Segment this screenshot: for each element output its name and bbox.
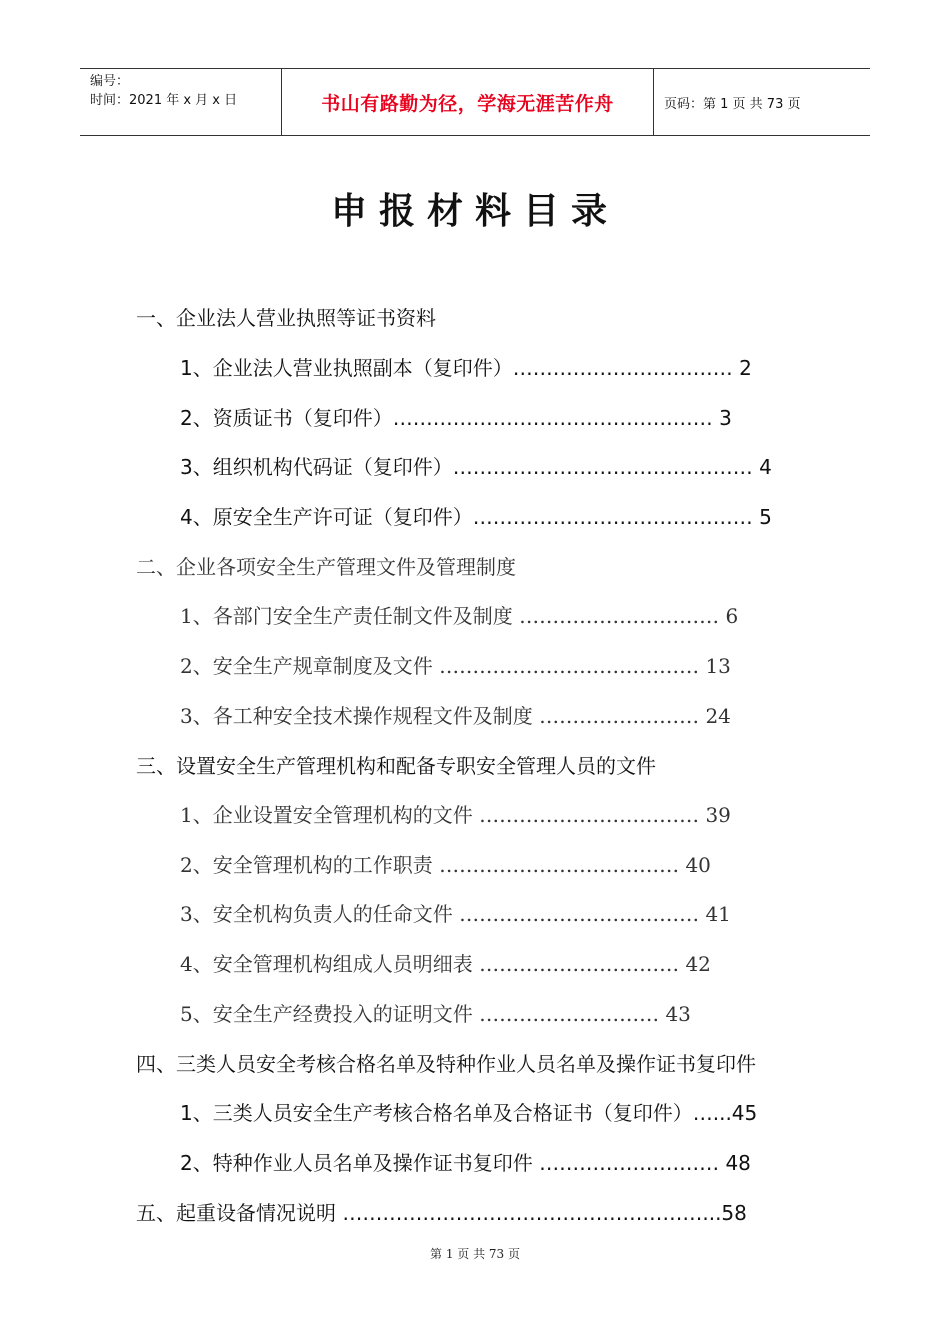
toc-section-5: 五、起重设备情况说明 ………………………………………………...58 [136, 1201, 747, 1225]
toc-item-2-2: 2、安全生产规章制度及文件 ………………………………… 13 [180, 654, 731, 678]
toc-item-4-2: 2、特种作业人员名单及操作证书复印件 ……………………… 48 [180, 1151, 751, 1175]
toc-item-1-3: 3、组织机构代码证（复印件）……………………………………… 4 [180, 455, 772, 479]
toc-item-3-5: 5、安全生产经费投入的证明文件 ……………………… 43 [180, 1002, 691, 1026]
toc-section-1: 一、企业法人营业执照等证书资料 [136, 306, 436, 330]
header-meta [80, 69, 282, 135]
header-motto: 书山有路勤为径，学海无涯苦作舟 [321, 92, 614, 115]
header-time-label: 时间：2021 年 x 月 x 日 [90, 93, 238, 108]
toc-item-3-1: 1、企业设置安全管理机构的文件 …………………………… 39 [180, 803, 731, 827]
toc-item-1-2: 2、资质证书（复印件）………………………………………… 3 [180, 406, 732, 430]
toc-item-4-1: 1、三类人员安全生产考核合格名单及合格证书（复印件）…...45 [180, 1101, 758, 1125]
page-footer: 第 1 页 共 73 页 [430, 1247, 520, 1261]
toc-item-2-1: 1、各部门安全生产责任制文件及制度 ………………………… 6 [180, 604, 739, 628]
toc-section-4: 四、三类人员安全考核合格名单及特种作业人员名单及操作证书复印件 [136, 1052, 756, 1076]
header-motto-cell [282, 69, 654, 135]
header-page-info: 页码：第 1 页 共 73 页 [664, 96, 801, 112]
header-number-label: 编号： [90, 74, 130, 89]
page-title: 申报材料目录 [330, 191, 619, 232]
toc-item-3-4: 4、安全管理机构组成人员明细表 ………………………… 42 [180, 952, 711, 976]
toc-section-2: 二、企业各项安全生产管理文件及管理制度 [136, 555, 516, 579]
toc-item-3-2: 2、安全管理机构的工作职责 ……………………………… 40 [180, 853, 711, 877]
toc-item-1-1: 1、企业法人营业执照副本（复印件）…………………………… 2 [180, 356, 752, 380]
toc-item-1-4: 4、原安全生产许可证（复印件）…………………………………… 5 [180, 505, 772, 529]
page-header [80, 68, 870, 136]
toc-item-2-3: 3、各工种安全技术操作规程文件及制度 …………………… 24 [180, 704, 731, 728]
toc-section-3: 三、设置安全生产管理机构和配备专职安全管理人员的文件 [136, 754, 656, 778]
toc-item-3-3: 3、安全机构负责人的任命文件 ……………………………… 41 [180, 902, 731, 926]
